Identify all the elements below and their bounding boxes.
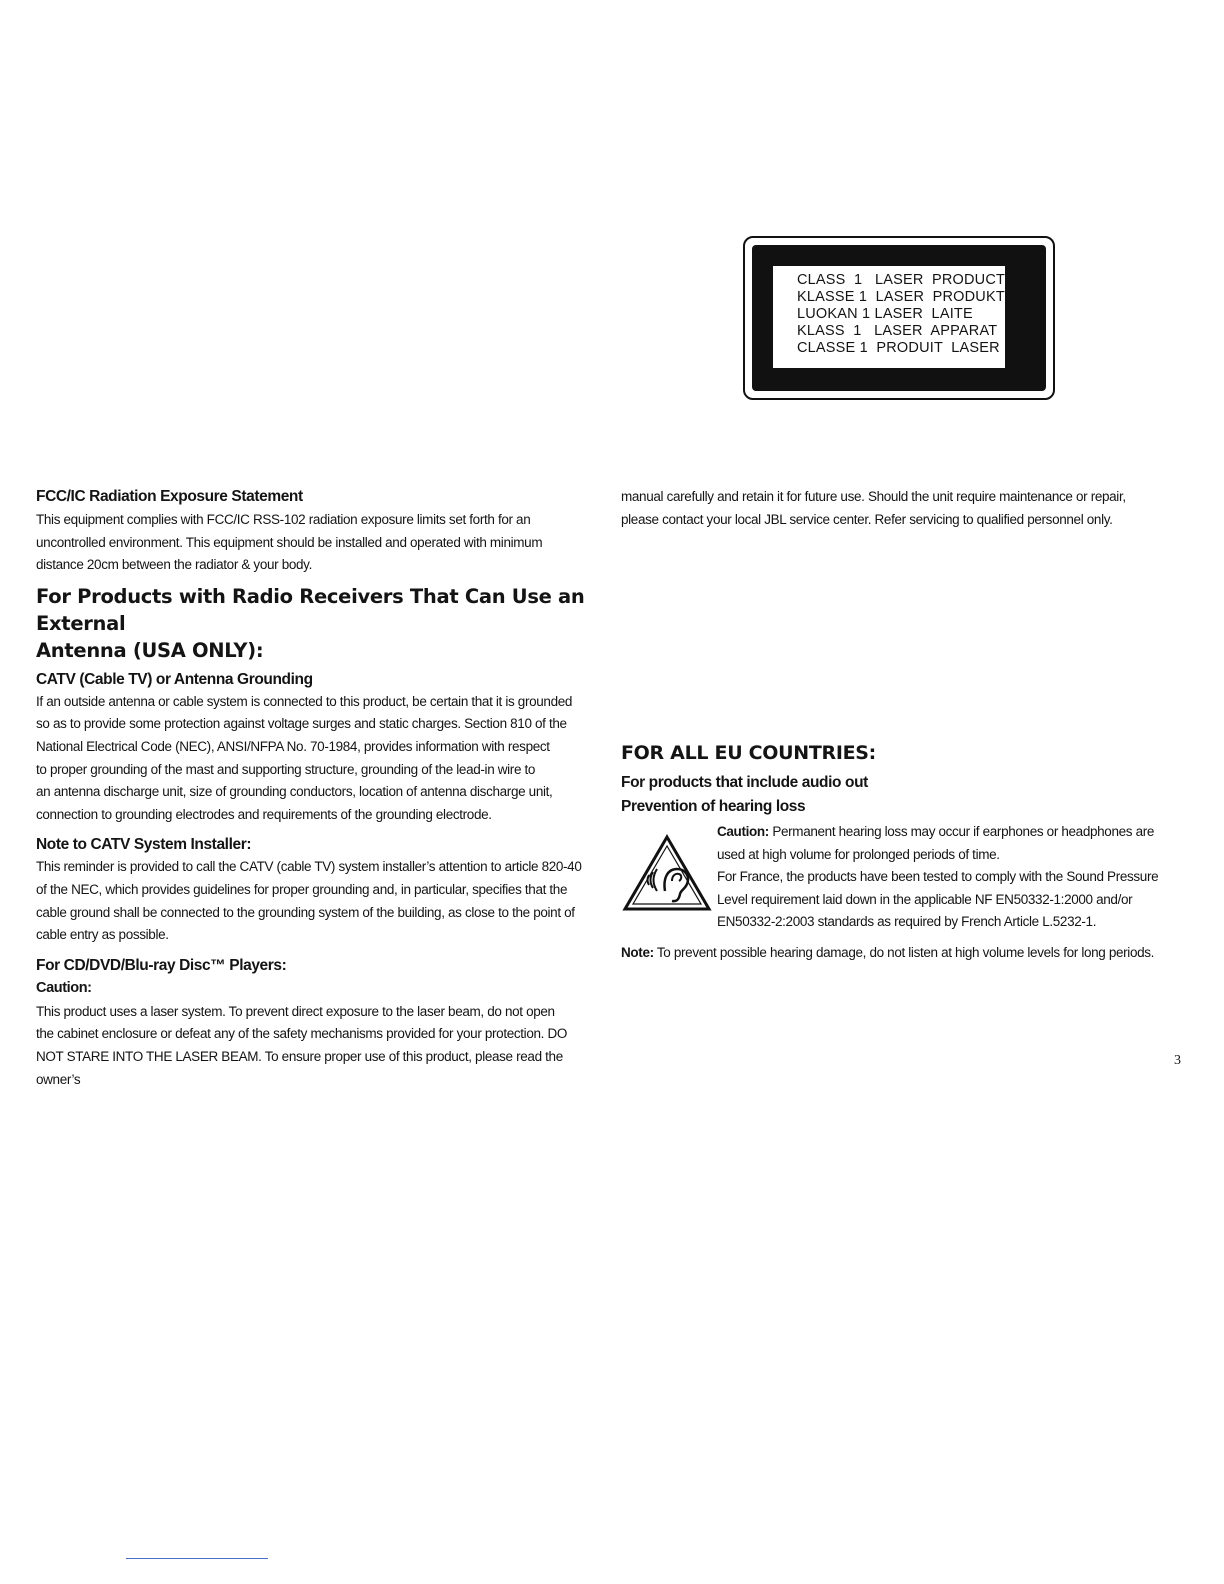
players-body [36,1001,598,1091]
caution-line: Level requirement laid down in the applicable NF EN50332-1:2000 and/or [717,891,1133,907]
installer-body [36,856,598,946]
ear-warning-triangle-icon [621,833,713,915]
eu-section [621,740,1181,965]
laser-label-line: KLASS 1 LASER APPARAT [797,323,998,339]
note-text: To prevent possible hearing damage, do not listen at high volume levels for long periods. [653,944,1155,960]
caution-label: Caution: [717,824,769,839]
audio-title: For products that include audio out [621,774,868,791]
left-column [36,486,598,1091]
bottom-rule [126,1558,268,1559]
laser-label-line: CLASS 1 LASER PRODUCT [797,272,1006,288]
laser-class-label [743,236,1055,400]
hearing-warning-text [717,821,1181,934]
continued-line: please contact your local JBL service center. Refer servicing to qualified personnel only. [621,511,1113,527]
hearing-title: Prevention of hearing loss [621,798,806,815]
catv-body [36,691,598,827]
hearing-warning-icon [621,821,717,934]
radio-title-line: For Products with Radio Receivers That Can Use an External [36,584,585,635]
catv-line: connection to grounding electrodes and requirements of the grounding electrode. [36,806,492,822]
installer-line: of the NEC, which provides guidelines for proper grounding and, in particular, specifies that the [36,881,568,897]
radio-title [36,583,598,664]
hearing-warning [621,821,1181,934]
fcc-line: This equipment complies with FCC/IC RSS-102 radiation exposure limits set forth for an [36,512,531,527]
laser-label-border [752,245,1046,391]
laser-label-line: CLASSE 1 PRODUIT LASER [797,340,1000,356]
players-line: NOT STARE INTO THE LASER BEAM. To ensure proper use of this product, please read the owner’s [36,1048,563,1087]
installer-title: Note to CATV System Installer: [36,836,252,854]
catv-line: an antenna discharge unit, size of grounding conductors, location of antenna discharge unit, [36,784,553,800]
laser-label-line: LUOKAN 1 LASER LAITE [797,306,973,322]
fcc-body [36,509,598,577]
catv-title: CATV (Cable TV) or Antenna Grounding [36,670,313,688]
caution-line: EN50332-2:2003 standards as required by French Article L.5232-1. [717,914,1097,930]
caution-text: Permanent hearing loss may occur if earphones or headphones are [768,824,1155,839]
continued-line: manual carefully and retain it for future use. Should the unit require maintenance or repair, [621,489,1126,504]
fcc-line: uncontrolled environment. This equipment should be installed and operated with minimum [36,534,543,550]
installer-line: cable entry as possible. [36,927,169,943]
continued-text [621,486,1181,531]
laser-label-panel [773,266,1005,368]
players-title: For CD/DVD/Blu-ray Disc™ Players: [36,956,287,974]
caution-line: For France, the products have been tested to comply with the Sound Pressure [717,869,1159,885]
right-column [621,486,1181,531]
catv-line: so as to provide some protection against voltage surges and static charges. Section 810 of the [36,716,567,732]
fcc-title: FCC/IC Radiation Exposure Statement [36,488,303,505]
laser-label-line: KLASSE 1 LASER PRODUKT [797,289,1005,305]
page-number: 3 [1174,1053,1181,1068]
players-line: the cabinet enclosure or defeat any of the safety mechanisms provided for your protection. DO [36,1026,568,1042]
caution-first-line [717,821,1181,844]
players-line: This product uses a laser system. To prevent direct exposure to the laser beam, do not open [36,1003,555,1019]
note-label: Note: [621,944,654,960]
hearing-note [621,942,1181,965]
caution-line: used at high volume for prolonged periods of time. [717,846,1000,862]
fcc-line: distance 20cm between the radiator & your body. [36,557,312,573]
radio-title-line: Antenna (USA ONLY): [36,638,264,662]
players-caution-title: Caution: [36,979,92,996]
catv-line: National Electrical Code (NEC), ANSI/NFPA No. 70-1984, provides information with respect [36,738,550,754]
eu-title: FOR ALL EU COUNTRIES: [621,742,876,764]
catv-line: If an outside antenna or cable system is connected to this product, be certain that it is grounded [36,693,573,709]
installer-line: This reminder is provided to call the CATV (cable TV) system installer’s attention to article 820-40 [36,859,582,875]
catv-line: to proper grounding of the mast and supporting structure, grounding of the lead-in wire to [36,761,536,777]
installer-line: cable ground shall be connected to the grounding system of the building, as close to the point of [36,904,575,920]
